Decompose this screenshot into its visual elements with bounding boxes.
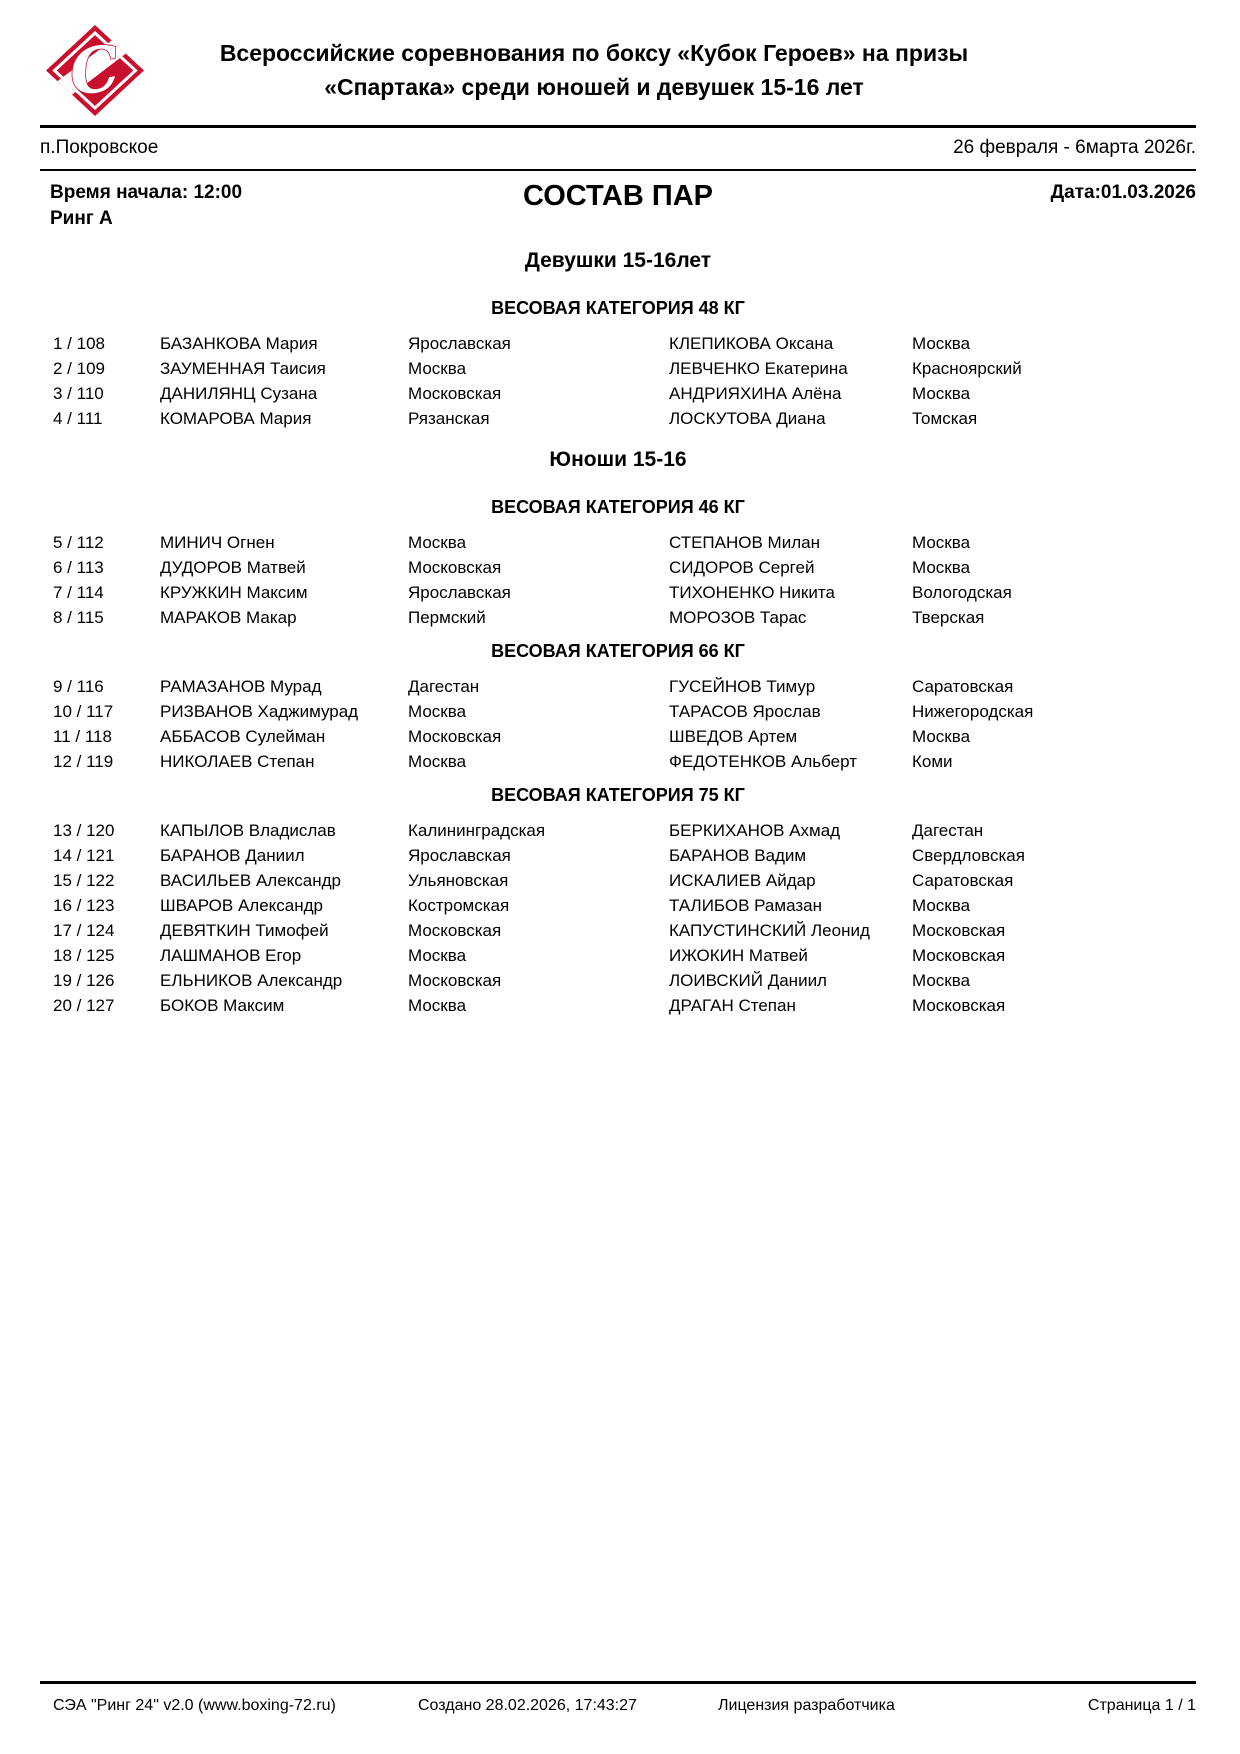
blue-corner-region-cell: Московская: [912, 921, 1006, 940]
blue-corner-name-cell: СИДОРОВ Сергей: [669, 558, 815, 577]
blue-corner-region-cell: Дагестан: [912, 821, 984, 840]
blue-corner-name-cell: КАПУСТИНСКИЙ Леонид: [669, 921, 870, 940]
competition-title-line2: «Спартака» среди юношей и девушек 15-16 лет: [324, 74, 864, 100]
blue-corner-name-cell: БЕРКИХАНОВ Ахмад: [669, 821, 841, 840]
competition-title: [150, 36, 1038, 104]
bout-number-cell: 16 / 123: [53, 896, 115, 915]
weight-category-title: ВЕСОВАЯ КАТЕГОРИЯ 75 КГ: [491, 785, 745, 805]
blue-corner-region-cell: Красноярский: [912, 359, 1022, 378]
blue-corner-name-cell: ГУСЕЙНОВ Тимур: [669, 677, 816, 696]
red-corner-name-cell: ДЕВЯТКИН Тимофей: [160, 921, 329, 940]
blue-corner-name-cell: ИЖОКИН Матвей: [669, 946, 808, 965]
blue-corner-region-cell: Коми: [912, 752, 953, 771]
table-row: [40, 381, 1196, 406]
weight-category-title: ВЕСОВАЯ КАТЕГОРИЯ 48 КГ: [491, 298, 745, 318]
blue-corner-region-cell: Москва: [912, 896, 971, 915]
red-corner-region-cell: Москва: [408, 359, 467, 378]
table-row: [40, 943, 1196, 968]
date-text: Дата:01.03.2026: [1050, 182, 1196, 203]
blue-corner-name-cell: ЛОИВСКИЙ Даниил: [669, 971, 827, 990]
bout-number-cell: 8 / 115: [53, 608, 104, 627]
red-corner-name-cell: БОКОВ Максим: [160, 996, 285, 1015]
red-corner-name-cell: МАРАКОВ Макар: [160, 608, 297, 627]
table-row: [40, 605, 1196, 630]
bout-number-cell: 10 / 117: [53, 702, 114, 721]
info-row: [0, 171, 1240, 232]
bout-number-cell: 12 / 119: [53, 752, 114, 771]
red-corner-name-cell: КРУЖКИН Максим: [160, 583, 308, 602]
spartak-logo-icon: [45, 24, 145, 117]
weight-category-title: ВЕСОВАЯ КАТЕГОРИЯ 46 КГ: [491, 497, 745, 517]
table-row: [40, 968, 1196, 993]
blue-corner-region-cell: Московская: [912, 996, 1006, 1015]
red-corner-region-cell: Москва: [408, 946, 467, 965]
red-corner-region-cell: Пермский: [408, 608, 486, 627]
bout-number-cell: 11 / 118: [53, 727, 112, 746]
blue-corner-name-cell: ДРАГАН Степан: [669, 996, 796, 1015]
blue-corner-name-cell: ТАРАСОВ Ярослав: [669, 702, 821, 721]
blue-corner-region-cell: Московская: [912, 946, 1006, 965]
bout-number-cell: 3 / 110: [53, 384, 104, 403]
table-row: [40, 356, 1196, 381]
table-row: [40, 724, 1196, 749]
section-title: Девушки 15-16лет: [524, 249, 712, 272]
red-corner-region-cell: Дагестан: [408, 677, 480, 696]
red-corner-region-cell: Москва: [408, 752, 467, 771]
page-title: СОСТАВ ПАР: [523, 180, 713, 212]
blue-corner-name-cell: ЛЕВЧЕНКО Екатерина: [669, 359, 848, 378]
table-row: [40, 918, 1196, 943]
red-corner-region-cell: Калининградская: [408, 821, 546, 840]
location-row: [0, 128, 1240, 169]
gender-section: [40, 448, 1196, 1018]
blue-corner-name-cell: БАРАНОВ Вадим: [669, 846, 807, 865]
blue-corner-name-cell: ШВЕДОВ Артем: [669, 727, 798, 746]
bout-number-cell: 5 / 112: [53, 533, 104, 552]
table-row: [40, 843, 1196, 868]
red-corner-name-cell: ЛАШМАНОВ Егор: [160, 946, 302, 965]
blue-corner-region-cell: Москва: [912, 533, 971, 552]
table-row: [40, 699, 1196, 724]
footer-app-text: СЭА "Ринг 24" v2.0 (www.boxing-72.ru): [53, 1697, 336, 1714]
red-corner-region-cell: Москва: [408, 533, 467, 552]
blue-corner-region-cell: Москва: [912, 727, 971, 746]
red-corner-region-cell: Костромская: [408, 896, 510, 915]
table-row: [40, 893, 1196, 918]
red-corner-name-cell: НИКОЛАЕВ Степан: [160, 752, 315, 771]
red-corner-region-cell: Рязанская: [408, 409, 490, 428]
table-row: [40, 530, 1196, 555]
red-corner-region-cell: Московская: [408, 384, 502, 403]
red-corner-region-cell: Московская: [408, 558, 502, 577]
blue-corner-name-cell: ИСКАЛИЕВ Айдар: [669, 871, 816, 890]
bout-number-cell: 18 / 125: [53, 946, 115, 965]
session-info: [40, 180, 370, 232]
gender-section: [40, 249, 1196, 431]
weight-category: [40, 297, 1196, 431]
blue-corner-region-cell: Москва: [912, 334, 971, 353]
bout-list: [0, 249, 1240, 1018]
red-corner-name-cell: КАПЫЛОВ Владислав: [160, 821, 336, 840]
red-corner-name-cell: БАРАНОВ Даниил: [160, 846, 305, 865]
table-row: [40, 818, 1196, 843]
red-corner-region-cell: Ярославская: [408, 846, 511, 865]
red-corner-name-cell: РИЗВАНОВ Хаджимурад: [160, 702, 359, 721]
masthead: [0, 0, 1240, 125]
table-row: [40, 868, 1196, 893]
red-corner-region-cell: Московская: [408, 921, 502, 940]
red-corner-name-cell: АББАСОВ Сулейман: [160, 727, 326, 746]
red-corner-region-cell: Ярославская: [408, 583, 511, 602]
red-corner-name-cell: ШВАРОВ Александр: [160, 896, 324, 915]
table-row: [40, 406, 1196, 431]
red-corner-name-cell: ВАСИЛЬЕВ Александр: [160, 871, 342, 890]
blue-corner-region-cell: Саратовская: [912, 677, 1014, 696]
table-row: [40, 331, 1196, 356]
red-corner-name-cell: БАЗАНКОВА Мария: [160, 334, 318, 353]
bout-number-cell: 19 / 126: [53, 971, 115, 990]
blue-corner-region-cell: Тверская: [912, 608, 985, 627]
blue-corner-region-cell: Вологодская: [912, 583, 1012, 602]
red-corner-region-cell: Москва: [408, 702, 467, 721]
page-footer: [40, 1681, 1196, 1715]
ring-text: Ринг А: [50, 208, 113, 229]
dates-text: 26 февраля - 6марта 2026г.: [953, 137, 1196, 158]
section-title: Юноши 15-16: [549, 448, 687, 471]
blue-corner-region-cell: Москва: [912, 384, 971, 403]
red-corner-name-cell: МИНИЧ Огнен: [160, 533, 275, 552]
red-corner-region-cell: Ярославская: [408, 334, 511, 353]
svg-text:C: C: [64, 30, 125, 111]
bout-number-cell: 2 / 109: [53, 359, 105, 378]
red-corner-region-cell: Ульяновская: [408, 871, 509, 890]
red-corner-region-cell: Московская: [408, 727, 502, 746]
competition-title-line1: Всероссийские соревнования по боксу «Кубок Героев» на призы: [219, 40, 969, 66]
red-corner-region-cell: Московская: [408, 971, 502, 990]
red-corner-name-cell: РАМАЗАНОВ Мурад: [160, 677, 322, 696]
bout-number-cell: 15 / 122: [53, 871, 115, 890]
table-row: [40, 993, 1196, 1018]
blue-corner-name-cell: КЛЕПИКОВА Оксана: [669, 334, 834, 353]
blue-corner-region-cell: Нижегородская: [912, 702, 1034, 721]
red-corner-name-cell: ЗАУМЕННАЯ Таисия: [160, 359, 326, 378]
blue-corner-name-cell: АНДРИЯХИНА Алёна: [669, 384, 842, 403]
blue-corner-name-cell: ТАЛИБОВ Рамазан: [669, 896, 822, 915]
weight-category-title: ВЕСОВАЯ КАТЕГОРИЯ 66 КГ: [491, 641, 745, 661]
bout-number-cell: 20 / 127: [53, 996, 115, 1015]
footer-license-text: Лицензия разработчика: [718, 1697, 895, 1714]
bout-number-cell: 9 / 116: [53, 677, 104, 696]
blue-corner-name-cell: ФЕДОТЕНКОВ Альберт: [669, 752, 857, 771]
weight-category: [40, 784, 1196, 1018]
blue-corner-name-cell: МОРОЗОВ Тарас: [669, 608, 807, 627]
footer-page-number: Страница 1 / 1: [1087, 1697, 1196, 1714]
red-corner-name-cell: КОМАРОВА Мария: [160, 409, 312, 428]
bout-number-cell: 6 / 113: [53, 558, 104, 577]
bout-number-cell: 4 / 111: [53, 409, 103, 428]
bout-number-cell: 13 / 120: [53, 821, 115, 840]
red-corner-region-cell: Москва: [408, 996, 467, 1015]
location-text: п.Покровское: [40, 137, 159, 158]
table-row: [40, 674, 1196, 699]
blue-corner-region-cell: Саратовская: [912, 871, 1014, 890]
blue-corner-name-cell: ЛОСКУТОВА Диана: [669, 409, 826, 428]
blue-corner-region-cell: Москва: [912, 971, 971, 990]
blue-corner-region-cell: Москва: [912, 558, 971, 577]
table-row: [40, 555, 1196, 580]
footer-created-text: Создано 28.02.2026, 17:43:27: [418, 1697, 637, 1714]
table-row: [40, 580, 1196, 605]
bout-number-cell: 17 / 124: [53, 921, 115, 940]
table-row: [40, 749, 1196, 774]
blue-corner-name-cell: ТИХОНЕНКО Никита: [669, 583, 835, 602]
bout-number-cell: 7 / 114: [53, 583, 104, 602]
weight-category: [40, 640, 1196, 774]
blue-corner-region-cell: Свердловская: [912, 846, 1025, 865]
red-corner-name-cell: ДАНИЛЯНЦ Сузана: [160, 384, 318, 403]
red-corner-name-cell: ДУДОРОВ Матвей: [160, 558, 306, 577]
start-time-text: Время начала: 12:00: [50, 182, 243, 203]
bout-number-cell: 14 / 121: [53, 846, 115, 865]
weight-category: [40, 496, 1196, 630]
red-corner-name-cell: ЕЛЬНИКОВ Александр: [160, 971, 343, 990]
bout-number-cell: 1 / 108: [53, 334, 105, 353]
blue-corner-name-cell: СТЕПАНОВ Милан: [669, 533, 820, 552]
blue-corner-region-cell: Томская: [912, 409, 978, 428]
footer-items: [40, 1697, 1196, 1715]
